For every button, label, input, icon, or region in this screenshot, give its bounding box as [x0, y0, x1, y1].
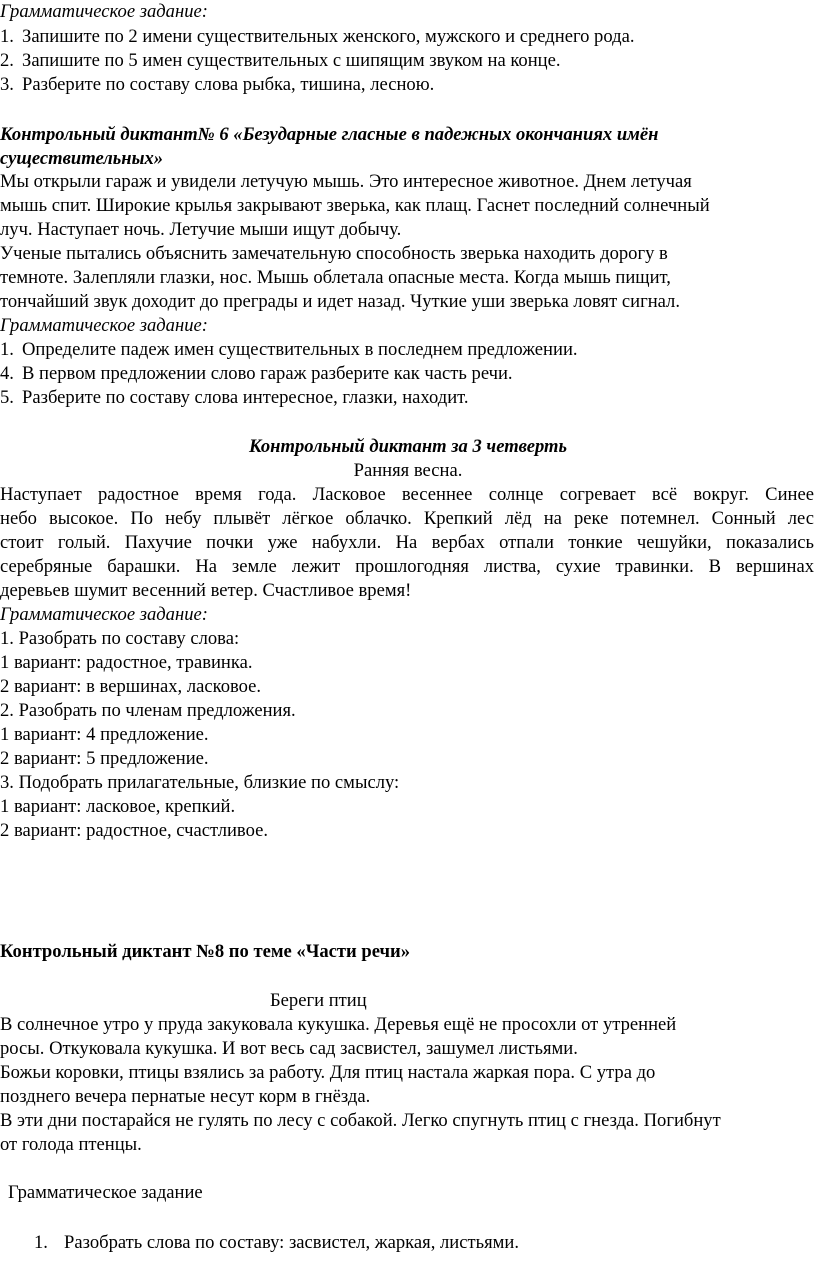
dictation-title: Контрольный диктант №8 по теме «Части речи» [0, 941, 411, 962]
dictation-text-line: тончайший звук доходит до преграды и идет назад. Чуткие уши зверька ловят сигнал. [0, 291, 680, 312]
task-item [0, 25, 634, 49]
dictation-text-line: от голода птенцы. [0, 1134, 142, 1155]
task-item [0, 338, 578, 362]
task-variant: 2 вариант: 5 предложение. [0, 748, 209, 769]
task-text: Разобрать слова по составу: засвистел, жаркая, листьями. [64, 1232, 519, 1253]
task-item: 2. Разобрать по членам предложения. [0, 700, 296, 721]
grammar-task-heading: Грамматическое задание [8, 1182, 203, 1203]
task-variant: 2 вариант: в вершинах, ласковое. [0, 676, 262, 697]
task-text: Запишите по 5 имен существительных с шипящим звуком на конце. [22, 50, 561, 71]
task-text: В первом предложении слово гараж разберите как часть речи. [22, 363, 513, 384]
task-text: Разберите по составу слова интересное, глазки, находит. [22, 387, 469, 408]
task-item [0, 73, 434, 97]
grammar-task-heading: Грамматическое задание: [0, 604, 208, 625]
task-variant: 1 вариант: 4 предложение. [0, 724, 209, 745]
dictation-text-line: В солнечное утро у пруда закуковала кукушка. Деревья ещё не просохли от утренней [0, 1014, 677, 1035]
task-number: 3. [0, 74, 14, 95]
dictation-title: Контрольный диктант№ 6 «Безударные гласные в падежных окончаниях имён [0, 124, 659, 145]
task-variant: 2 вариант: радостное, счастливое. [0, 820, 269, 841]
dictation-subtitle: Береги птиц [270, 990, 367, 1011]
task-item [0, 49, 561, 73]
task-variant: 1 вариант: радостное, травинка. [0, 652, 253, 673]
dictation-text-line: небо высокое. По небу плывёт лёгкое облачко. Крепкий лёд на реке потемнел. Сонный лес [0, 508, 814, 529]
dictation-text-line: позднего вечера пернатые несут корм в гнёзда. [0, 1086, 371, 1107]
task-number: 4. [0, 363, 14, 384]
dictation-text-line: стоит голый. Пахучие почки уже набухли. На вербах отпали тонкие чешуйки, показались [0, 532, 814, 553]
grammar-task-heading: Грамматическое задание: [0, 1, 208, 22]
task-text: Разберите по составу слова рыбка, тишина, лесною. [22, 74, 435, 95]
task-number: 1. [34, 1232, 48, 1253]
dictation-text-line: В эти дни постарайся не гулять по лесу с собакой. Легко спугнуть птиц с гнезда. Погибнут [0, 1110, 721, 1131]
grammar-task-heading: Грамматическое задание: [0, 315, 208, 336]
task-item [0, 362, 513, 386]
dictation-text-line: Ученые пытались объяснить замечательную способность зверька находить дорогу в [0, 243, 668, 264]
task-number: 5. [0, 387, 14, 408]
dictation-title: Контрольный диктант за 3 четверть [248, 436, 568, 457]
task-number: 1. [0, 26, 14, 47]
dictation-text-line: деревьев шумит весенний ветер. Счастливое время! [0, 580, 412, 601]
dictation-text-line: Божьи коровки, птицы взялись за работу. Для птиц настала жаркая пора. С утра до [0, 1062, 656, 1083]
dictation-text-line: темноте. Залепляли глазки, нос. Мышь облетала опасные места. Когда мышь пищит, [0, 267, 671, 288]
dictation-text-line: серебряные барашки. На земле лежит прошлогодняя листва, сухие травинки. В вершинах [0, 556, 814, 577]
task-item: 3. Подобрать прилагательные, близкие по смыслу: [0, 772, 400, 793]
dictation-subtitle: Ранняя весна. [353, 460, 463, 481]
task-item [34, 1231, 519, 1255]
task-text: Запишите по 2 имени существительных женского, мужского и среднего рода. [22, 26, 635, 47]
task-item [0, 386, 469, 410]
dictation-text-line: Мы открыли гараж и увидели летучую мышь. Это интересное животное. Днем летучая [0, 171, 692, 192]
task-number: 1. [0, 339, 14, 360]
task-variant: 1 вариант: ласковое, крепкий. [0, 796, 236, 817]
dictation-title-continued: существительных» [0, 148, 164, 169]
dictation-text-line: мышь спит. Широкие крылья закрывают зверька, как плащ. Гаснет последний солнечный [0, 195, 710, 216]
task-item: 1. Разобрать по составу слова: [0, 628, 240, 649]
dictation-text-line: луч. Наступает ночь. Летучие мыши ищут добычу. [0, 219, 402, 240]
dictation-text-line: росы. Откуковала кукушка. И вот весь сад засвистел, зашумел листьями. [0, 1038, 578, 1059]
task-number: 2. [0, 50, 14, 71]
task-text: Определите падеж имен существительных в последнем предложении. [22, 339, 578, 360]
dictation-text-line: Наступает радостное время года. Ласковое весеннее солнце согревает всё вокруг. Синее [0, 484, 814, 505]
